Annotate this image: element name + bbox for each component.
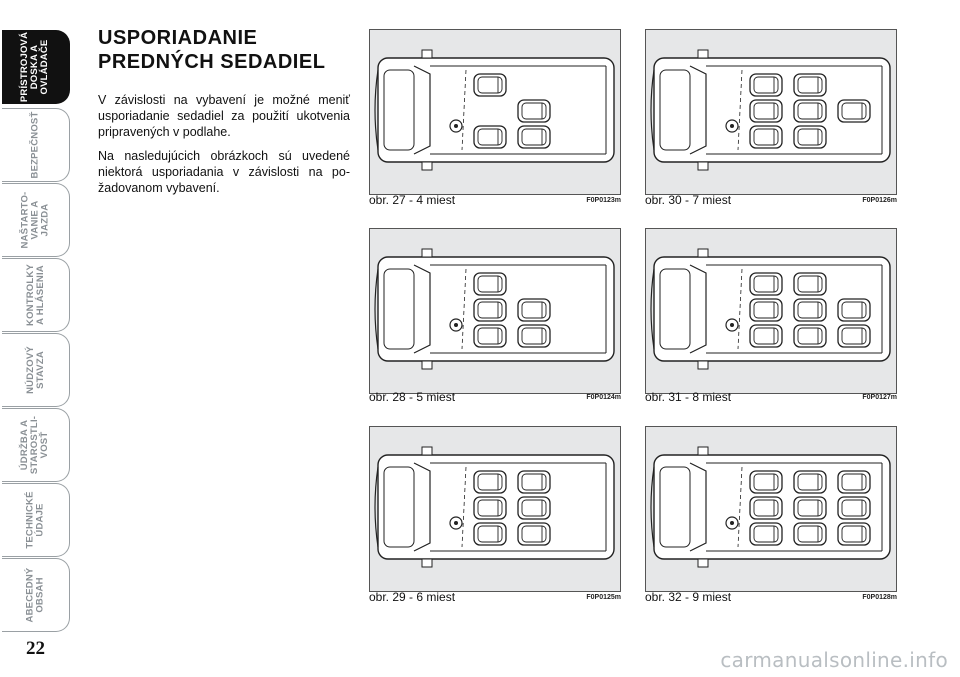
figure-caption bbox=[369, 590, 621, 604]
seat-icon bbox=[838, 299, 870, 321]
seat-icon bbox=[794, 74, 826, 96]
seat-icon bbox=[794, 100, 826, 122]
page-title: USPORIADANIE PREDNÝCH SEDADIEL bbox=[98, 27, 326, 73]
seat-icon bbox=[794, 523, 826, 545]
seat-icon bbox=[750, 74, 782, 96]
seat-icon bbox=[750, 523, 782, 545]
watermark: carmanualsonline.info bbox=[720, 648, 948, 672]
seat-icon bbox=[750, 273, 782, 295]
tab-udrzba[interactable] bbox=[2, 408, 70, 482]
figure-code: F0P0128m bbox=[862, 594, 897, 601]
tab-label: TECHNICKÉ ÚDAJE bbox=[24, 491, 46, 549]
seat-icon bbox=[474, 273, 506, 295]
seat-icon bbox=[474, 126, 506, 148]
tab-label: PRÍSTROJOVÁ DOSKA A OVLÁDAČE bbox=[19, 31, 51, 103]
seat-icon bbox=[750, 100, 782, 122]
tab-nudzovy-stav[interactable] bbox=[2, 333, 70, 407]
seat-icon bbox=[838, 471, 870, 493]
seat-icon bbox=[794, 273, 826, 295]
seat-icon bbox=[518, 299, 550, 321]
seat-icon bbox=[794, 497, 826, 519]
caption-text: obr. 30 - 7 miest bbox=[645, 193, 732, 207]
caption-text: obr. 29 - 6 miest bbox=[369, 590, 456, 604]
tab-label: BEZPEČNOSŤ bbox=[29, 111, 41, 179]
seat-icon bbox=[750, 497, 782, 519]
figure-code: F0P0123m bbox=[586, 197, 621, 204]
figure-seat-layout bbox=[645, 228, 897, 394]
figure-code: F0P0126m bbox=[862, 197, 897, 204]
seat-icon bbox=[750, 471, 782, 493]
figure-code: F0P0127m bbox=[862, 394, 897, 401]
tab-label: NÚDZOVÝ STAVZA bbox=[24, 346, 46, 394]
tab-label: ABECEDNÝ OBSAH bbox=[24, 567, 46, 623]
tab-pristrojova-doska[interactable] bbox=[2, 30, 70, 104]
tab-label: ÚDRŽBA A STAROSTLI- VOSŤ bbox=[19, 415, 51, 475]
seat-icon bbox=[474, 74, 506, 96]
intro-paragraph: V závislosti na vybavení je možné meniť usporiadanie sedadiel za použití ukotvenia pripravených v podlahe. bbox=[98, 93, 350, 139]
page-number: 22 bbox=[26, 638, 45, 659]
seat-icon bbox=[794, 299, 826, 321]
seat-icon bbox=[518, 523, 550, 545]
seat-icon bbox=[794, 471, 826, 493]
tab-nastartovanie[interactable] bbox=[2, 183, 70, 257]
seat-icon bbox=[518, 497, 550, 519]
figure-seat-layout bbox=[369, 228, 621, 394]
tab-label: NAŠTARTO- VANIE A JAZDA bbox=[19, 191, 51, 249]
seat-icon bbox=[750, 126, 782, 148]
figure-seat-layout bbox=[369, 29, 621, 195]
caption-text: obr. 28 - 5 miest bbox=[369, 390, 456, 404]
seat-icon bbox=[794, 126, 826, 148]
seat-icon bbox=[838, 325, 870, 347]
intro-paragraph-2: Na nasledujúcich obrázkoch sú uvedené niektorá usporiadania v závislosti na po-žadovanom vybavení. bbox=[98, 149, 350, 195]
figure-seat-layout bbox=[645, 426, 897, 592]
seat-icon bbox=[474, 325, 506, 347]
seat-icon bbox=[474, 523, 506, 545]
seat-icon bbox=[518, 100, 550, 122]
tab-abecedny-obsah[interactable] bbox=[2, 558, 70, 632]
seat-icon bbox=[474, 299, 506, 321]
caption-text: obr. 31 - 8 miest bbox=[645, 390, 732, 404]
caption-text: obr. 32 - 9 miest bbox=[645, 590, 732, 604]
figure-caption bbox=[645, 193, 897, 207]
seat-icon bbox=[518, 471, 550, 493]
tab-label: KONTROLKY A HLÁSENIA bbox=[24, 264, 46, 326]
tab-bezpecnost[interactable] bbox=[2, 108, 70, 182]
seat-icon bbox=[474, 471, 506, 493]
figure-seat-layout bbox=[369, 426, 621, 592]
caption-text: obr. 27 - 4 miest bbox=[369, 193, 456, 207]
seat-icon bbox=[518, 126, 550, 148]
seat-icon bbox=[838, 497, 870, 519]
seat-icon bbox=[750, 299, 782, 321]
seat-icon bbox=[750, 325, 782, 347]
figure-caption bbox=[369, 390, 621, 404]
figure-seat-layout bbox=[645, 29, 897, 195]
figure-code: F0P0124m bbox=[586, 394, 621, 401]
seat-icon bbox=[794, 325, 826, 347]
seat-icon bbox=[838, 100, 870, 122]
figure-code: F0P0125m bbox=[586, 594, 621, 601]
tab-kontrolky[interactable] bbox=[2, 258, 70, 332]
seat-icon bbox=[838, 523, 870, 545]
figure-caption bbox=[645, 590, 897, 604]
figure-caption bbox=[369, 193, 621, 207]
tab-technicke-udaje[interactable] bbox=[2, 483, 70, 557]
seat-icon bbox=[518, 325, 550, 347]
figure-caption bbox=[645, 390, 897, 404]
seat-icon bbox=[474, 497, 506, 519]
